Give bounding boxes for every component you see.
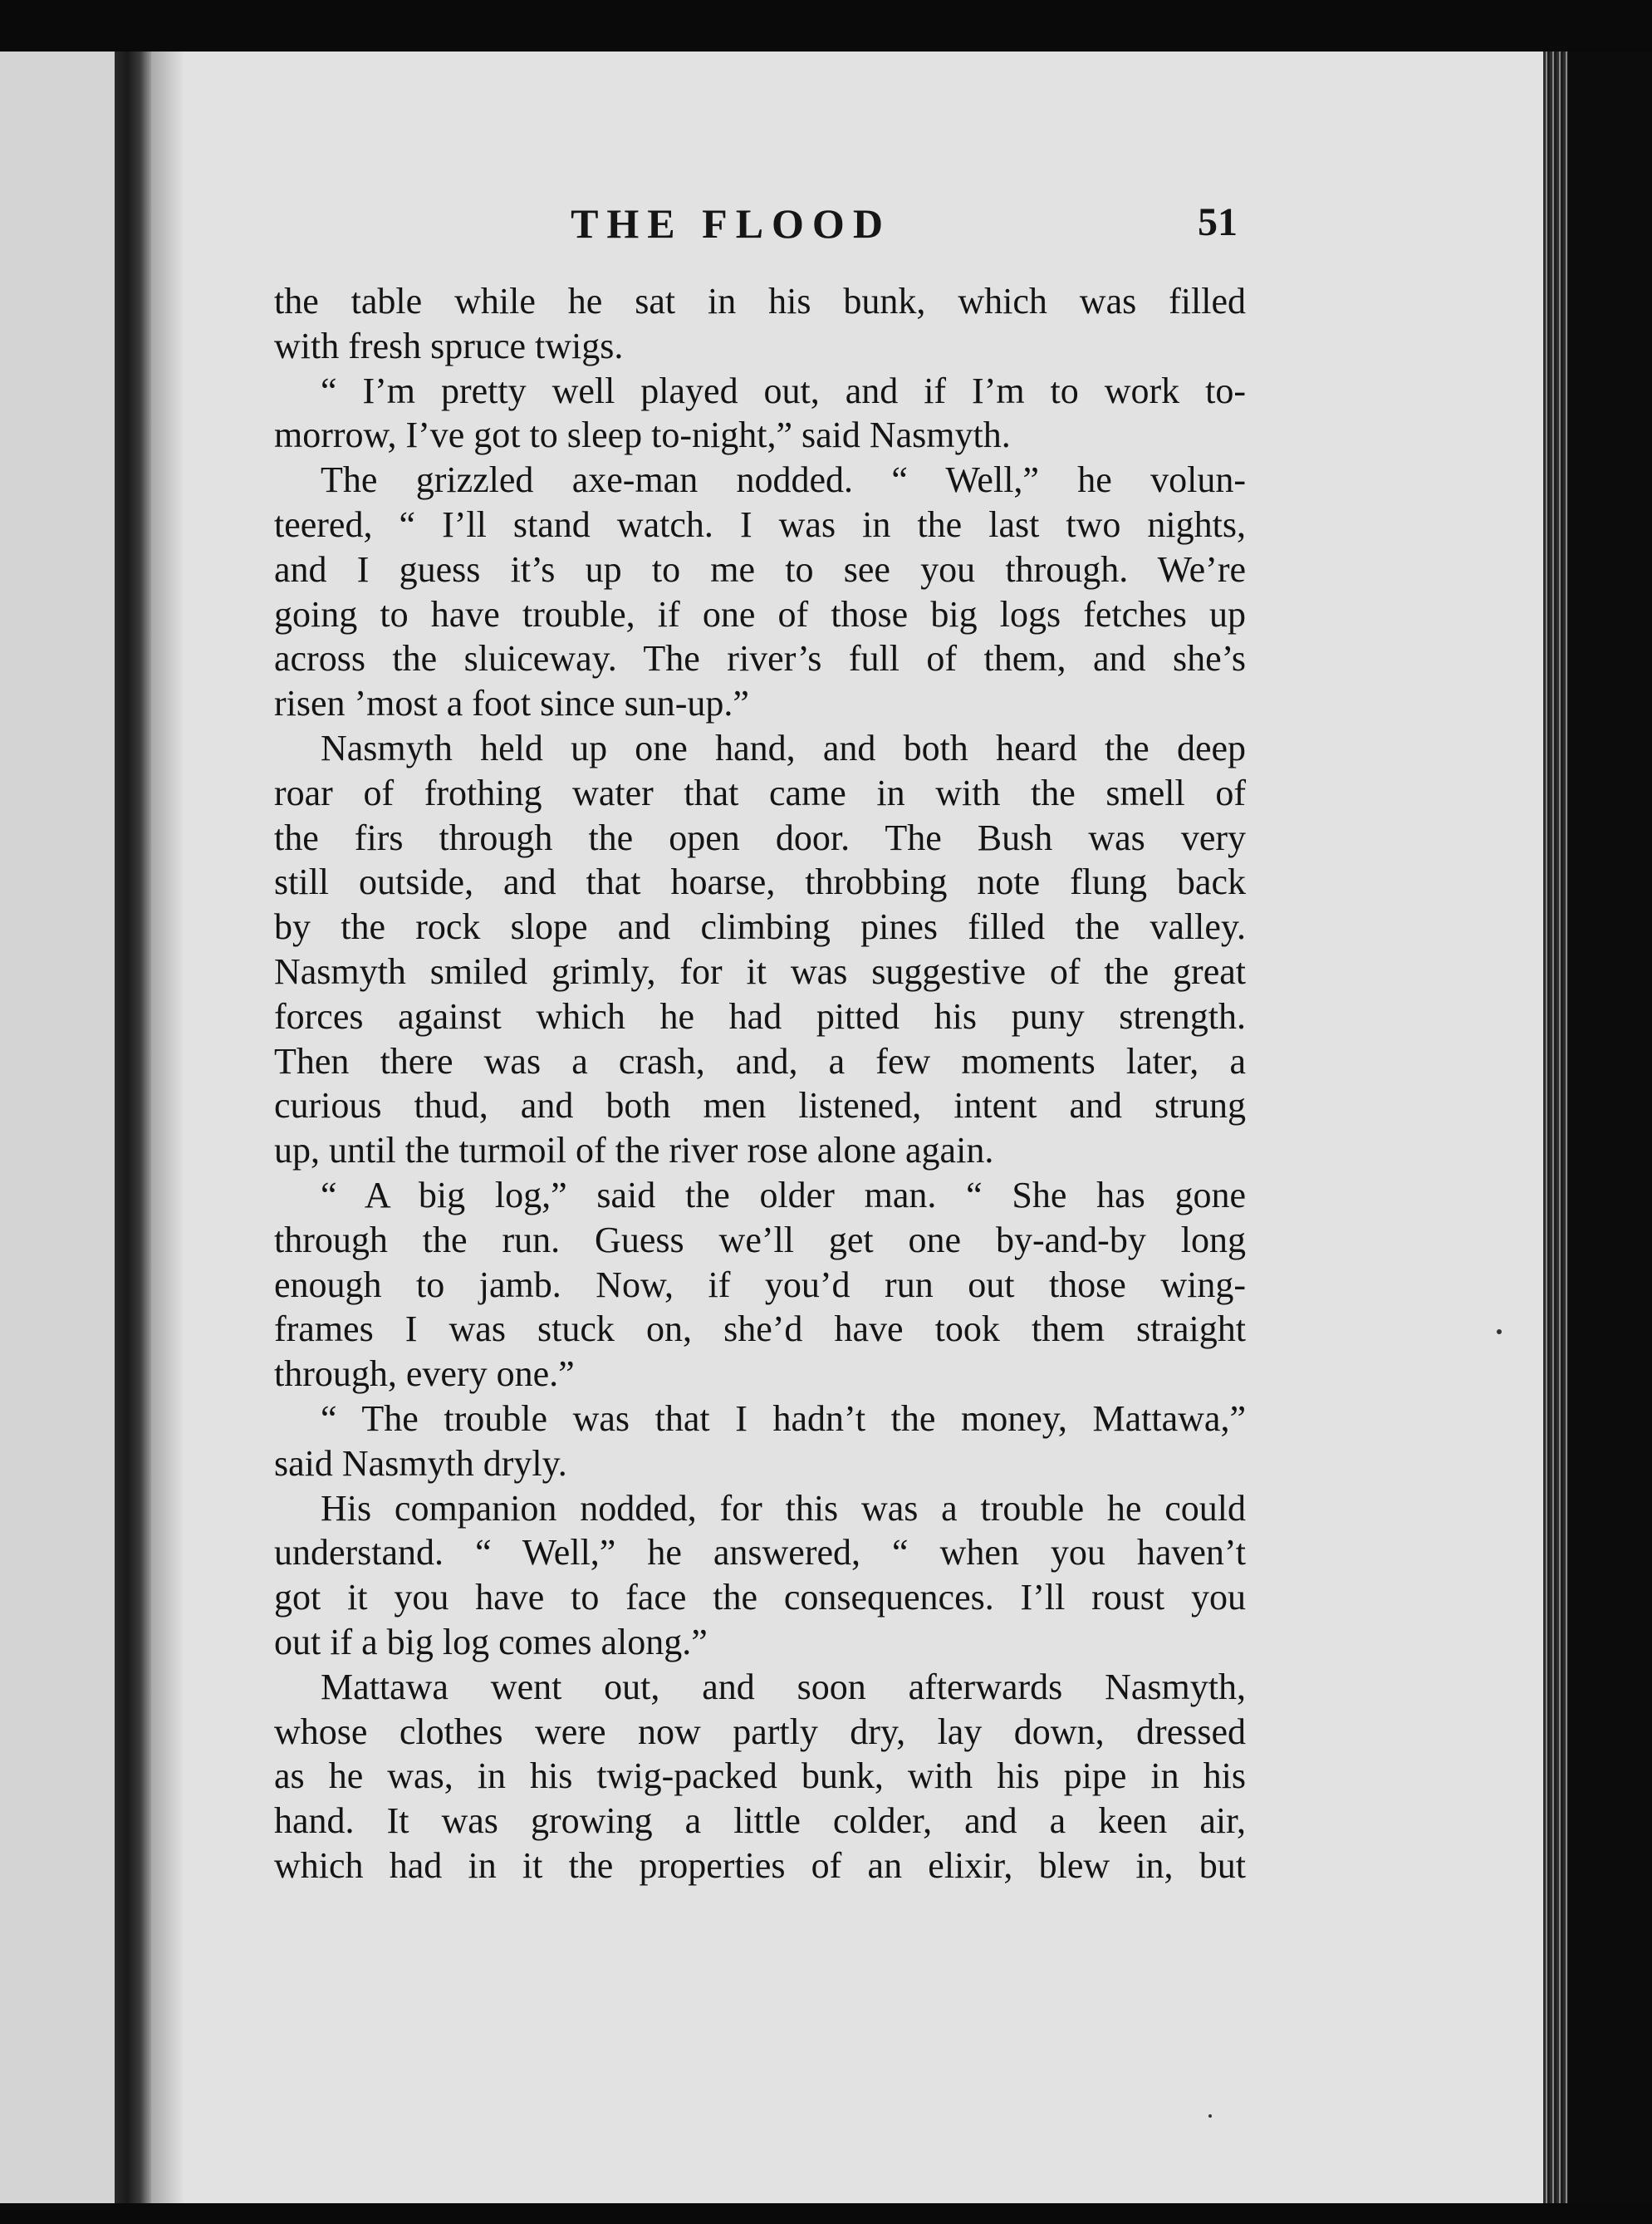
- text-line: Mattawa went out, and soon afterwards Nasmyth,: [321, 1666, 1246, 1707]
- scan-top-border: [0, 0, 1652, 52]
- chapter-title: THE FLOOD: [571, 200, 891, 247]
- text-line: enough to jamb. Now, if you’d run out those wing-: [274, 1264, 1246, 1305]
- text-line: whose clothes were now partly dry, lay down, dressed: [274, 1711, 1246, 1752]
- text-line: forces against which he had pitted his puny strength.: [274, 995, 1246, 1037]
- text-line: “ I’m pretty well played out, and if I’m to work to-: [321, 370, 1246, 411]
- text-line: still outside, and that hoarse, throbbing note flung back: [274, 862, 1246, 903]
- page-number: 51: [1198, 200, 1238, 244]
- text-line: frames I was stuck on, she’d have took them straight: [274, 1308, 1246, 1350]
- text-line: going to have trouble, if one of those big logs fetches up: [274, 593, 1246, 635]
- text-line: roar of frothing water that came in with the smell of: [274, 772, 1246, 813]
- text-line: The grizzled axe-man nodded. “ Well,” he volun-: [321, 459, 1246, 501]
- text-line: Then there was a crash, and, a few moments later, a: [274, 1040, 1246, 1082]
- text-line: through, every one.”: [274, 1353, 575, 1395]
- text-line: Nasmyth smiled grimly, for it was suggestive of the great: [274, 950, 1246, 992]
- text-line: morrow, I’ve got to sleep to-night,” said Nasmyth.: [274, 415, 1011, 456]
- text-line: “ A big log,” said the older man. “ She has gone: [321, 1174, 1246, 1215]
- text-line: which had in it the properties of an elixir, blew in, but: [274, 1844, 1246, 1886]
- text-line: out if a big log comes along.”: [274, 1621, 708, 1662]
- text-line: Nasmyth held up one hand, and both heard the deep: [321, 727, 1246, 768]
- text-line: as he was, in his twig-packed bunk, with his pipe in his: [274, 1755, 1246, 1797]
- text-line: got it you have to face the consequences. I’ll roust you: [274, 1577, 1246, 1618]
- text-line: through the run. Guess we’ll get one by-and-by long: [274, 1219, 1246, 1260]
- scan-bottom-border: [0, 2203, 1652, 2224]
- page-stack-edge: [1543, 52, 1568, 2203]
- text-line: across the sluiceway. The river’s full of them, and she’s: [274, 638, 1246, 680]
- text-line: risen ’most a foot since sun-up.”: [274, 683, 749, 724]
- scan-speck: [1497, 1329, 1502, 1334]
- scan-right-border: [1568, 52, 1652, 2203]
- scan-speck: [1208, 2114, 1212, 2118]
- text-line: by the rock slope and climbing pines filled the valley.: [274, 906, 1246, 948]
- text-line: understand. “ Well,” he answered, “ when you haven’t: [274, 1532, 1246, 1573]
- text-line: up, until the turmoil of the river rose alone again.: [274, 1130, 994, 1171]
- gutter-shadow: [151, 52, 184, 2203]
- text-line: the firs through the open door. The Bush was very: [274, 817, 1246, 858]
- running-head: [274, 199, 1238, 258]
- text-line: with fresh spruce twigs.: [274, 325, 624, 366]
- text-line: His companion nodded, for this was a trouble he could: [321, 1487, 1246, 1529]
- text-line: curious thud, and both men listened, intent and strung: [274, 1085, 1246, 1127]
- book-gutter: [115, 52, 151, 2203]
- text-line: and I guess it’s up to me to see you through. We’re: [274, 548, 1246, 590]
- text-line: “ The trouble was that I hadn’t the money, Mattawa,”: [321, 1397, 1246, 1439]
- text-line: hand. It was growing a little colder, and a keen air,: [274, 1800, 1246, 1842]
- text-line: said Nasmyth dryly.: [274, 1442, 567, 1484]
- text-line: the table while he sat in his bunk, which was filled: [274, 281, 1246, 322]
- left-facing-page-edge: [0, 52, 116, 2203]
- text-line: teered, “ I’ll stand watch. I was in the last two nights,: [274, 503, 1246, 545]
- body-text: [274, 279, 1246, 1888]
